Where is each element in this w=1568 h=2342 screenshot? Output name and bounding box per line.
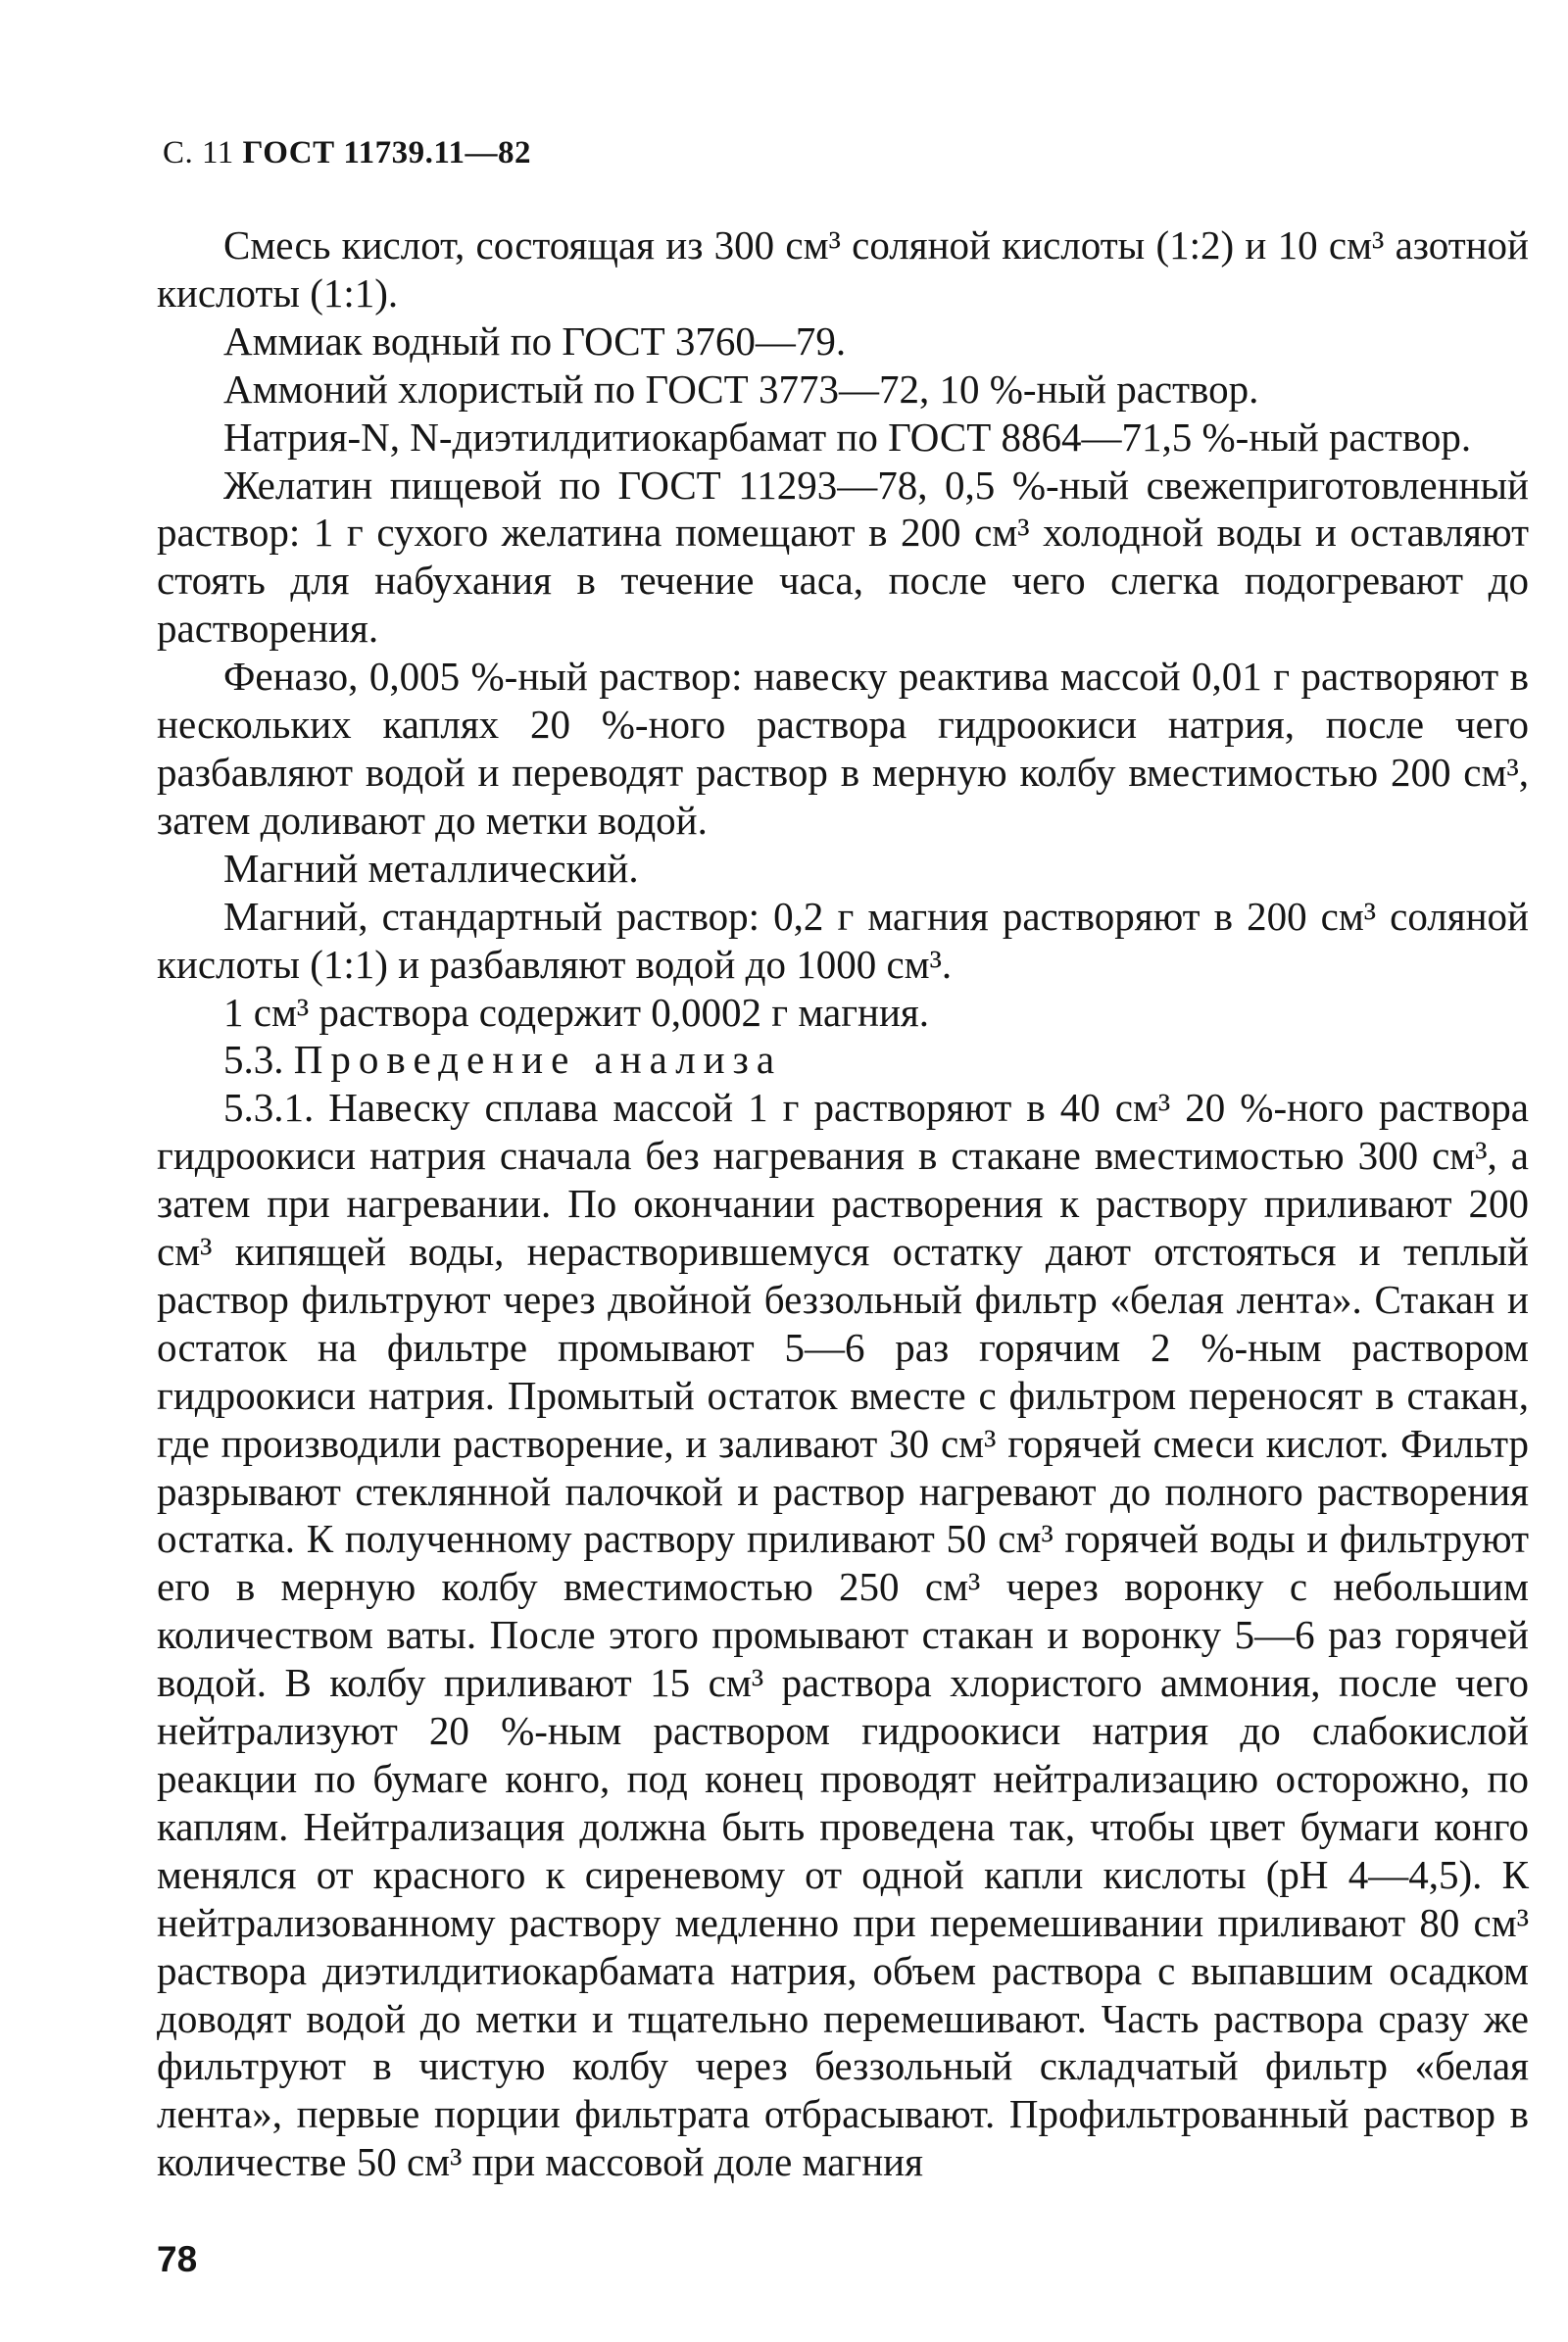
section-title: Проведение анализа (293, 1037, 783, 1083)
page-ref: С. 11 (163, 135, 234, 171)
page-header (163, 135, 531, 171)
paragraph-gelatin: Желатин пищевой по ГОСТ 11293—78, 0,5 %-ный свежеприготовленный раствор: 1 г сухого желатина помещают в 200 см³ холодной воды и оставляют стоять для набухания в течение часа, после чего слегка подогревают до растворения. (157, 462, 1529, 652)
document-body (157, 221, 1529, 2186)
paragraph-ammonium-chloride: Аммоний хлористый по ГОСТ 3773—72, 10 %-ный раствор. (223, 366, 1259, 412)
page-number: 78 (157, 2239, 198, 2279)
paragraph-magnesium-content: 1 см³ раствора содержит 0,0002 г магния. (223, 989, 930, 1035)
paragraph-ammonia: Аммиак водный по ГОСТ 3760—79. (223, 317, 847, 364)
paragraph-magnesium-metal: Магний металлический. (223, 845, 639, 891)
paragraph-phenazo: Феназо, 0,005 %-ный раствор: навеску реактива массой 0,01 г растворяют в нескольких каплях 20 %-ного раствора гидроокиси натрия, после чего разбавляют водой и переводят раствор в мерную колбу вместимостью 200 см³, затем доливают до метки водой. (157, 654, 1529, 843)
standard-code: ГОСТ 11739.11—82 (242, 135, 531, 171)
section-heading (157, 1036, 1529, 1084)
paragraph-dithiocarbamate: Натрия-N, N-диэтилдитиокарбамат по ГОСТ 8864—71,5 %-ный раствор. (223, 414, 1472, 460)
paragraph-acid-mixture: Смесь кислот, состоящая из 300 см³ соляной кислоты (1:2) и 10 см³ азотной кислоты (1:1). (157, 222, 1529, 316)
section-number: 5.3. (223, 1037, 284, 1083)
paragraph-procedure: 5.3.1. Навеску сплава массой 1 г растворяют в 40 см³ 20 %-ного раствора гидроокиси натрия сначала без нагревания в стакане вместимостью 300 см³, а затем при нагревании. По окончании растворения к раствору приливают 200 см³ кипящей воды, нерастворившемуся остатку дают отстояться и теплый раствор фильтруют через двойной беззольный фильтр «белая лента». Стакан и остаток на фильтре промывают 5—6 раз горячим 2 %-ным раствором гидроокиси натрия. Промытый остаток вместе с фильтром переносят в стакан, где производили растворение, и заливают 30 см³ горячей смеси кислот. Фильтр разрывают стеклянной палочкой и раствор нагревают до полного растворения остатка. К полученному раствору приливают 50 см³ горячей воды и фильтруют его в мерную колбу вместимостью 250 см³ через воронку с небольшим количеством ваты. После этого промывают стакан и воронку 5—6 раз горячей водой. В колбу приливают 15 см³ раствора хлористого аммония, после чего нейтрализуют 20 %-ным раствором гидроокиси натрия до слабокислой реакции по бумаге конго, под конец проводят нейтрализацию осторожно, по каплям. Нейтрализация должна быть проведена так, чтобы цвет бумаги конго менялся от красного к сиреневому от одной капли кислоты (pH 4—4,5). К нейтрализованному раствору медленно при перемешивании приливают 80 см³ раствора диэтилдитиокарбамата натрия, объем раствора с выпавшим осадком доводят водой до метки и тщательно перемешивают. Часть раствора сразу же фильтруют в чистую колбу через беззольный складчатый фильтр «белая лента», первые порции фильтрата отбрасывают. Профильтрованный раствор в количестве 50 см³ при массовой доле магния (157, 1085, 1529, 2185)
paragraph-magnesium-standard: Магний, стандартный раствор: 0,2 г магния растворяют в 200 см³ соляной кислоты (1:1) и разбавляют водой до 1000 см³. (157, 893, 1529, 987)
